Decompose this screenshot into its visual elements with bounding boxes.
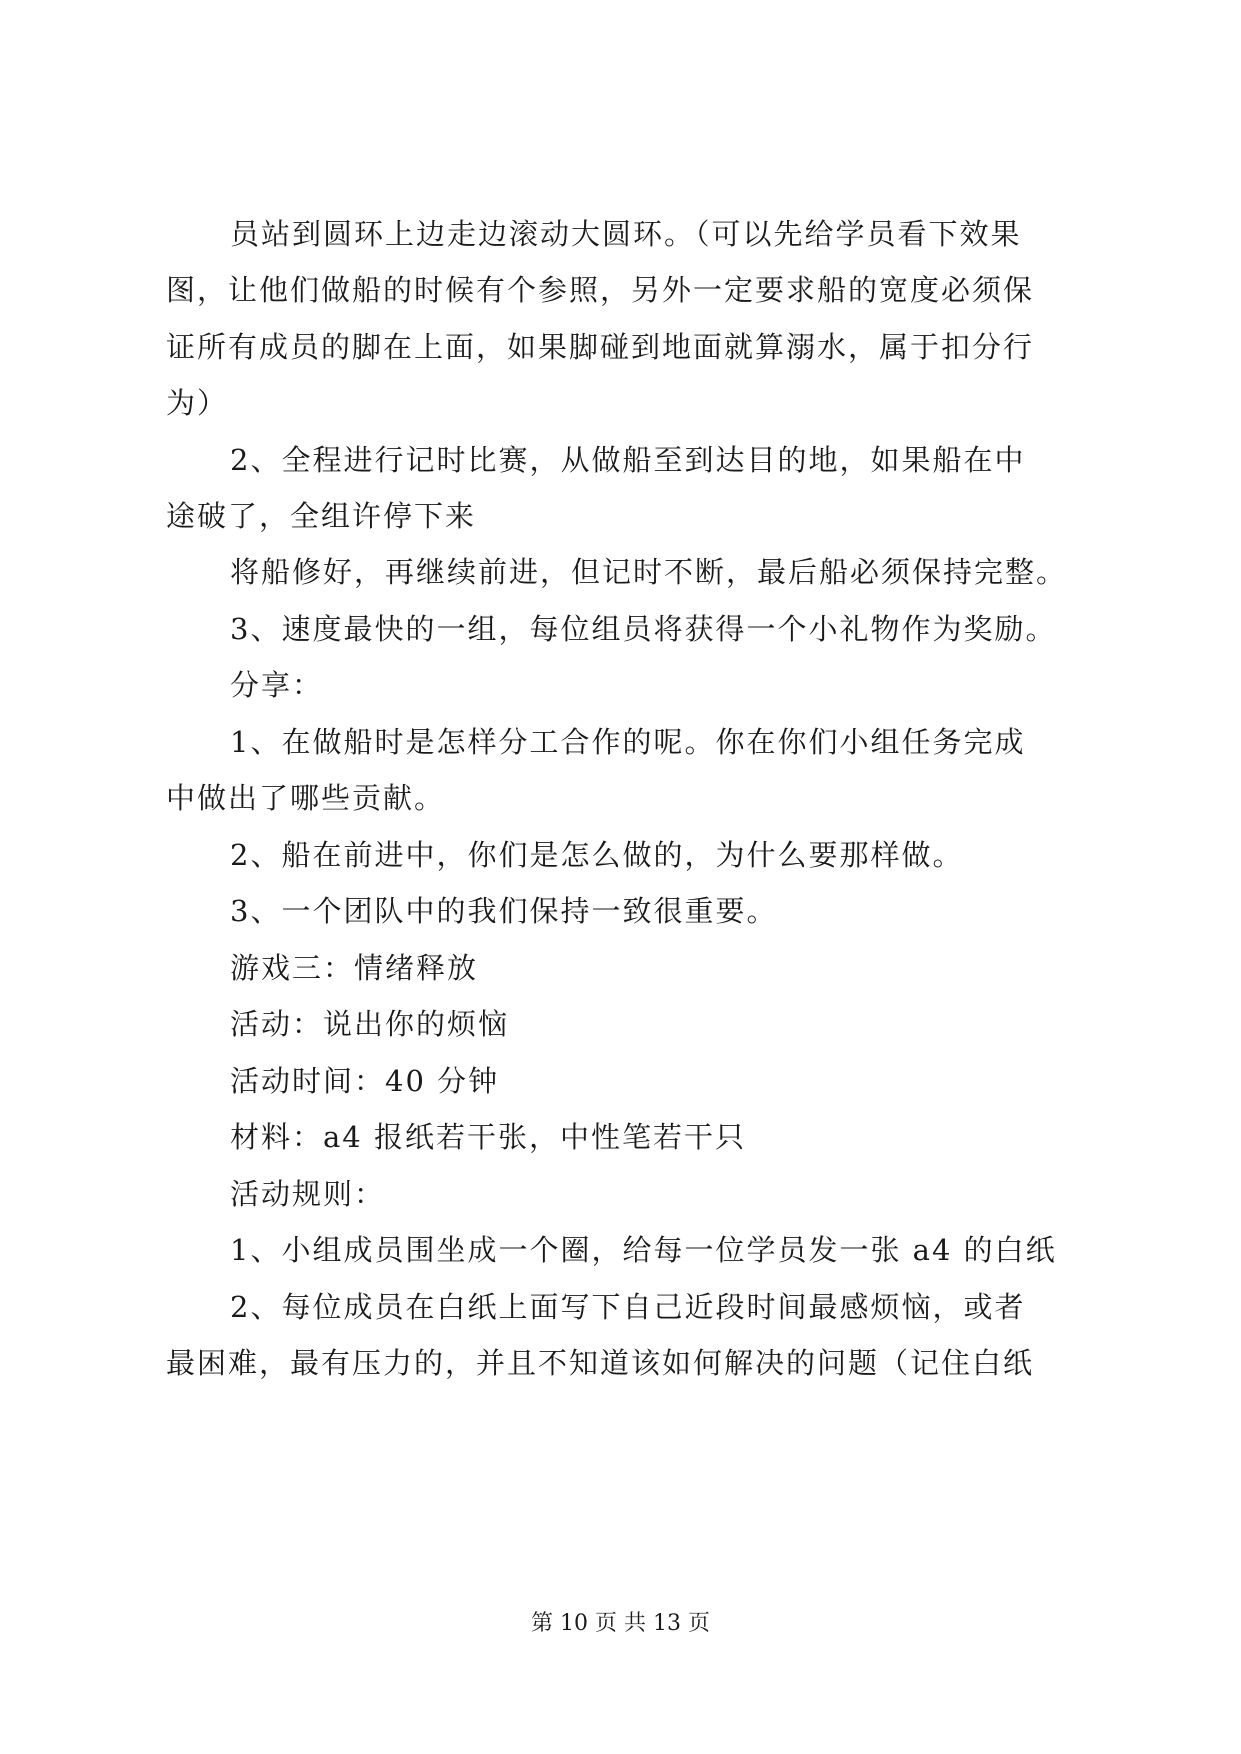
paragraph-line: 2、每位成员在白纸上面写下自己近段时间最感烦恼，或者 [230,1290,1026,1324]
paragraph-line: 将船修好，再继续前进，但记时不断，最后船必须保持完整。 [230,555,1068,589]
paragraph-line: 证所有成员的脚在上面，如果脚碰到地面就算溺水，属于扣分行 [166,330,1035,364]
section-heading: 活动规则： [230,1177,386,1211]
paragraph-line: 1、小组成员围坐成一个圈，给每一位学员发一张 a4 的白纸 [230,1233,1057,1267]
paragraph-line: 1、在做船时是怎样分工合作的呢。你在你们小组任务完成 [230,725,1026,759]
paragraph-line: 途破了，全组许停下来 [166,499,477,533]
paragraph-line: 图，让他们做船的时候有个参照，另外一定要求船的宽度必须保 [166,273,1035,307]
paragraph-line: 材料：a4 报纸若干张，中性笔若干只 [230,1120,746,1154]
section-heading: 游戏三：情绪释放 [230,951,479,985]
paragraph-line: 中做出了哪些贡献。 [166,781,446,815]
page-footer: 第 10 页 共 13 页 [531,1611,710,1636]
section-heading: 分享： [230,668,324,702]
paragraph-line: 2、船在前进中，你们是怎么做的，为什么要那样做。 [230,838,964,872]
paragraph-line: 活动时间：40 分钟 [230,1064,500,1098]
paragraph-line: 2、全程进行记时比赛，从做船至到达目的地，如果船在中 [230,443,1026,477]
paragraph-line: 为） [166,386,229,420]
paragraph-line: 活动：说出你的烦恼 [230,1007,510,1041]
paragraph-line: 3、速度最快的一组，每位组员将获得一个小礼物作为奖励。 [230,612,1057,646]
paragraph-line: 最困难，最有压力的，并且不知道该如何解决的问题（记住白纸 [166,1346,1035,1380]
paragraph-line: 3、一个团队中的我们保持一致很重要。 [230,894,778,928]
paragraph-line: 员站到圆环上边走边滚动大圆环。（可以先给学员看下效果 [230,217,1022,251]
